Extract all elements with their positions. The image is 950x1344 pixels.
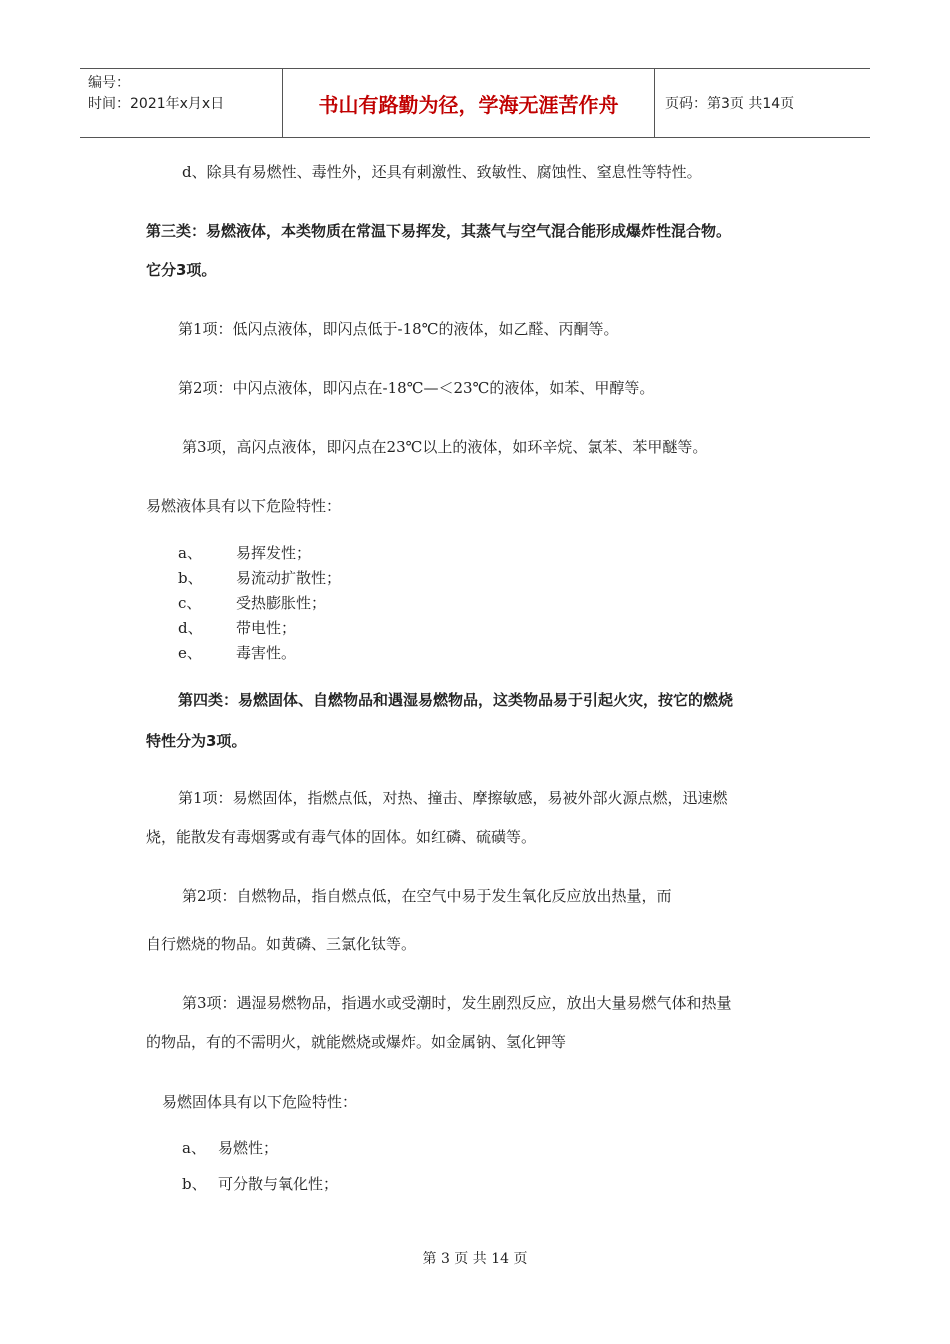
class4-item-3-line1: 第3项：遇湿易燃物品，指遇水或受潮时，发生剧烈反应，放出大量易燃气体和热量 <box>182 994 732 1012</box>
list-text: 易流动扩散性； <box>236 569 342 587</box>
header-page-number: 页码：第3页 共14页 <box>665 96 795 112</box>
list-item <box>178 643 296 663</box>
class3-item-2: 第2项：中闪点液体，即闪点在-18℃—＜23℃的液体，如苯、甲醇等。 <box>178 379 655 397</box>
list-marker: d、 <box>178 619 203 637</box>
list-text: 毒害性。 <box>236 644 297 662</box>
list-item <box>178 593 326 613</box>
class3-item-1: 第1项：低闪点液体，即闪点低于-18℃的液体，如乙醛、丙酮等。 <box>178 320 619 338</box>
list-marker: c、 <box>178 594 202 612</box>
class3-item-3: 第3项，高闪点液体，即闪点在23℃以上的液体，如环辛烷、氯苯、苯甲醚等。 <box>182 438 708 456</box>
class3-heading-line2: 它分3项。 <box>146 261 217 279</box>
class3-heading-line1: 第三类：易燃液体，本类物质在常温下易挥发，其蒸气与空气混合能形成爆炸性混合物。 <box>146 222 732 240</box>
class4-heading-line1: 第四类：易燃固体、自燃物品和遇湿易燃物品，这类物品易于引起火灾，按它的燃烧 <box>178 691 734 709</box>
list-marker: e、 <box>178 644 202 662</box>
list-text: 受热膨胀性； <box>236 594 327 612</box>
solid-hazard-intro: 易燃固体具有以下危险特性： <box>162 1093 358 1111</box>
class4-item-1-line1: 第1项：易燃固体，指燃点低，对热、撞击、摩擦敏感，易被外部火源点燃，迅速燃 <box>178 789 728 807</box>
list-marker: a、 <box>178 544 202 562</box>
class4-item-3-line2: 的物品，有的不需明火，就能燃烧或爆炸。如金属钠、氢化钾等 <box>146 1033 567 1051</box>
list-marker: b、 <box>182 1175 207 1193</box>
list-marker: a、 <box>182 1139 206 1157</box>
list-item <box>178 618 296 638</box>
list-item <box>182 1174 338 1194</box>
list-text: 带电性； <box>236 619 297 637</box>
class4-item-2-line1: 第2项：自燃物品，指自燃点低，在空气中易于发生氧化反应放出热量，而 <box>182 887 672 905</box>
list-text: 可分散与氧化性； <box>218 1175 339 1193</box>
header-meta <box>80 69 282 137</box>
header-motto: 书山有路勤为径，学海无涯苦作舟 <box>282 69 655 137</box>
list-text: 易挥发性； <box>236 544 312 562</box>
page-header <box>80 68 870 138</box>
class4-item-2-line2: 自行燃烧的物品。如黄磷、三氯化钛等。 <box>146 935 417 953</box>
document-date: 时间：2021年x月x日 <box>88 96 225 112</box>
list-text: 易燃性； <box>218 1139 279 1157</box>
list-item <box>178 568 341 588</box>
page-footer: 第 3 页 共 14 页 <box>422 1251 528 1267</box>
document-number-label: 编号： <box>88 75 130 91</box>
liquid-hazard-intro: 易燃液体具有以下危险特性： <box>146 497 342 515</box>
list-marker: b、 <box>178 569 203 587</box>
list-item <box>178 543 311 563</box>
class4-item-1-line2: 烧，能散发有毒烟雾或有毒气体的固体。如红磷、硫磺等。 <box>146 828 537 846</box>
list-item <box>182 1138 278 1158</box>
paragraph-d-property: d、除具有易燃性、毒性外，还具有刺激性、致敏性、腐蚀性、窒息性等特性。 <box>182 163 702 181</box>
class4-heading-line2: 特性分为3项。 <box>146 732 247 750</box>
